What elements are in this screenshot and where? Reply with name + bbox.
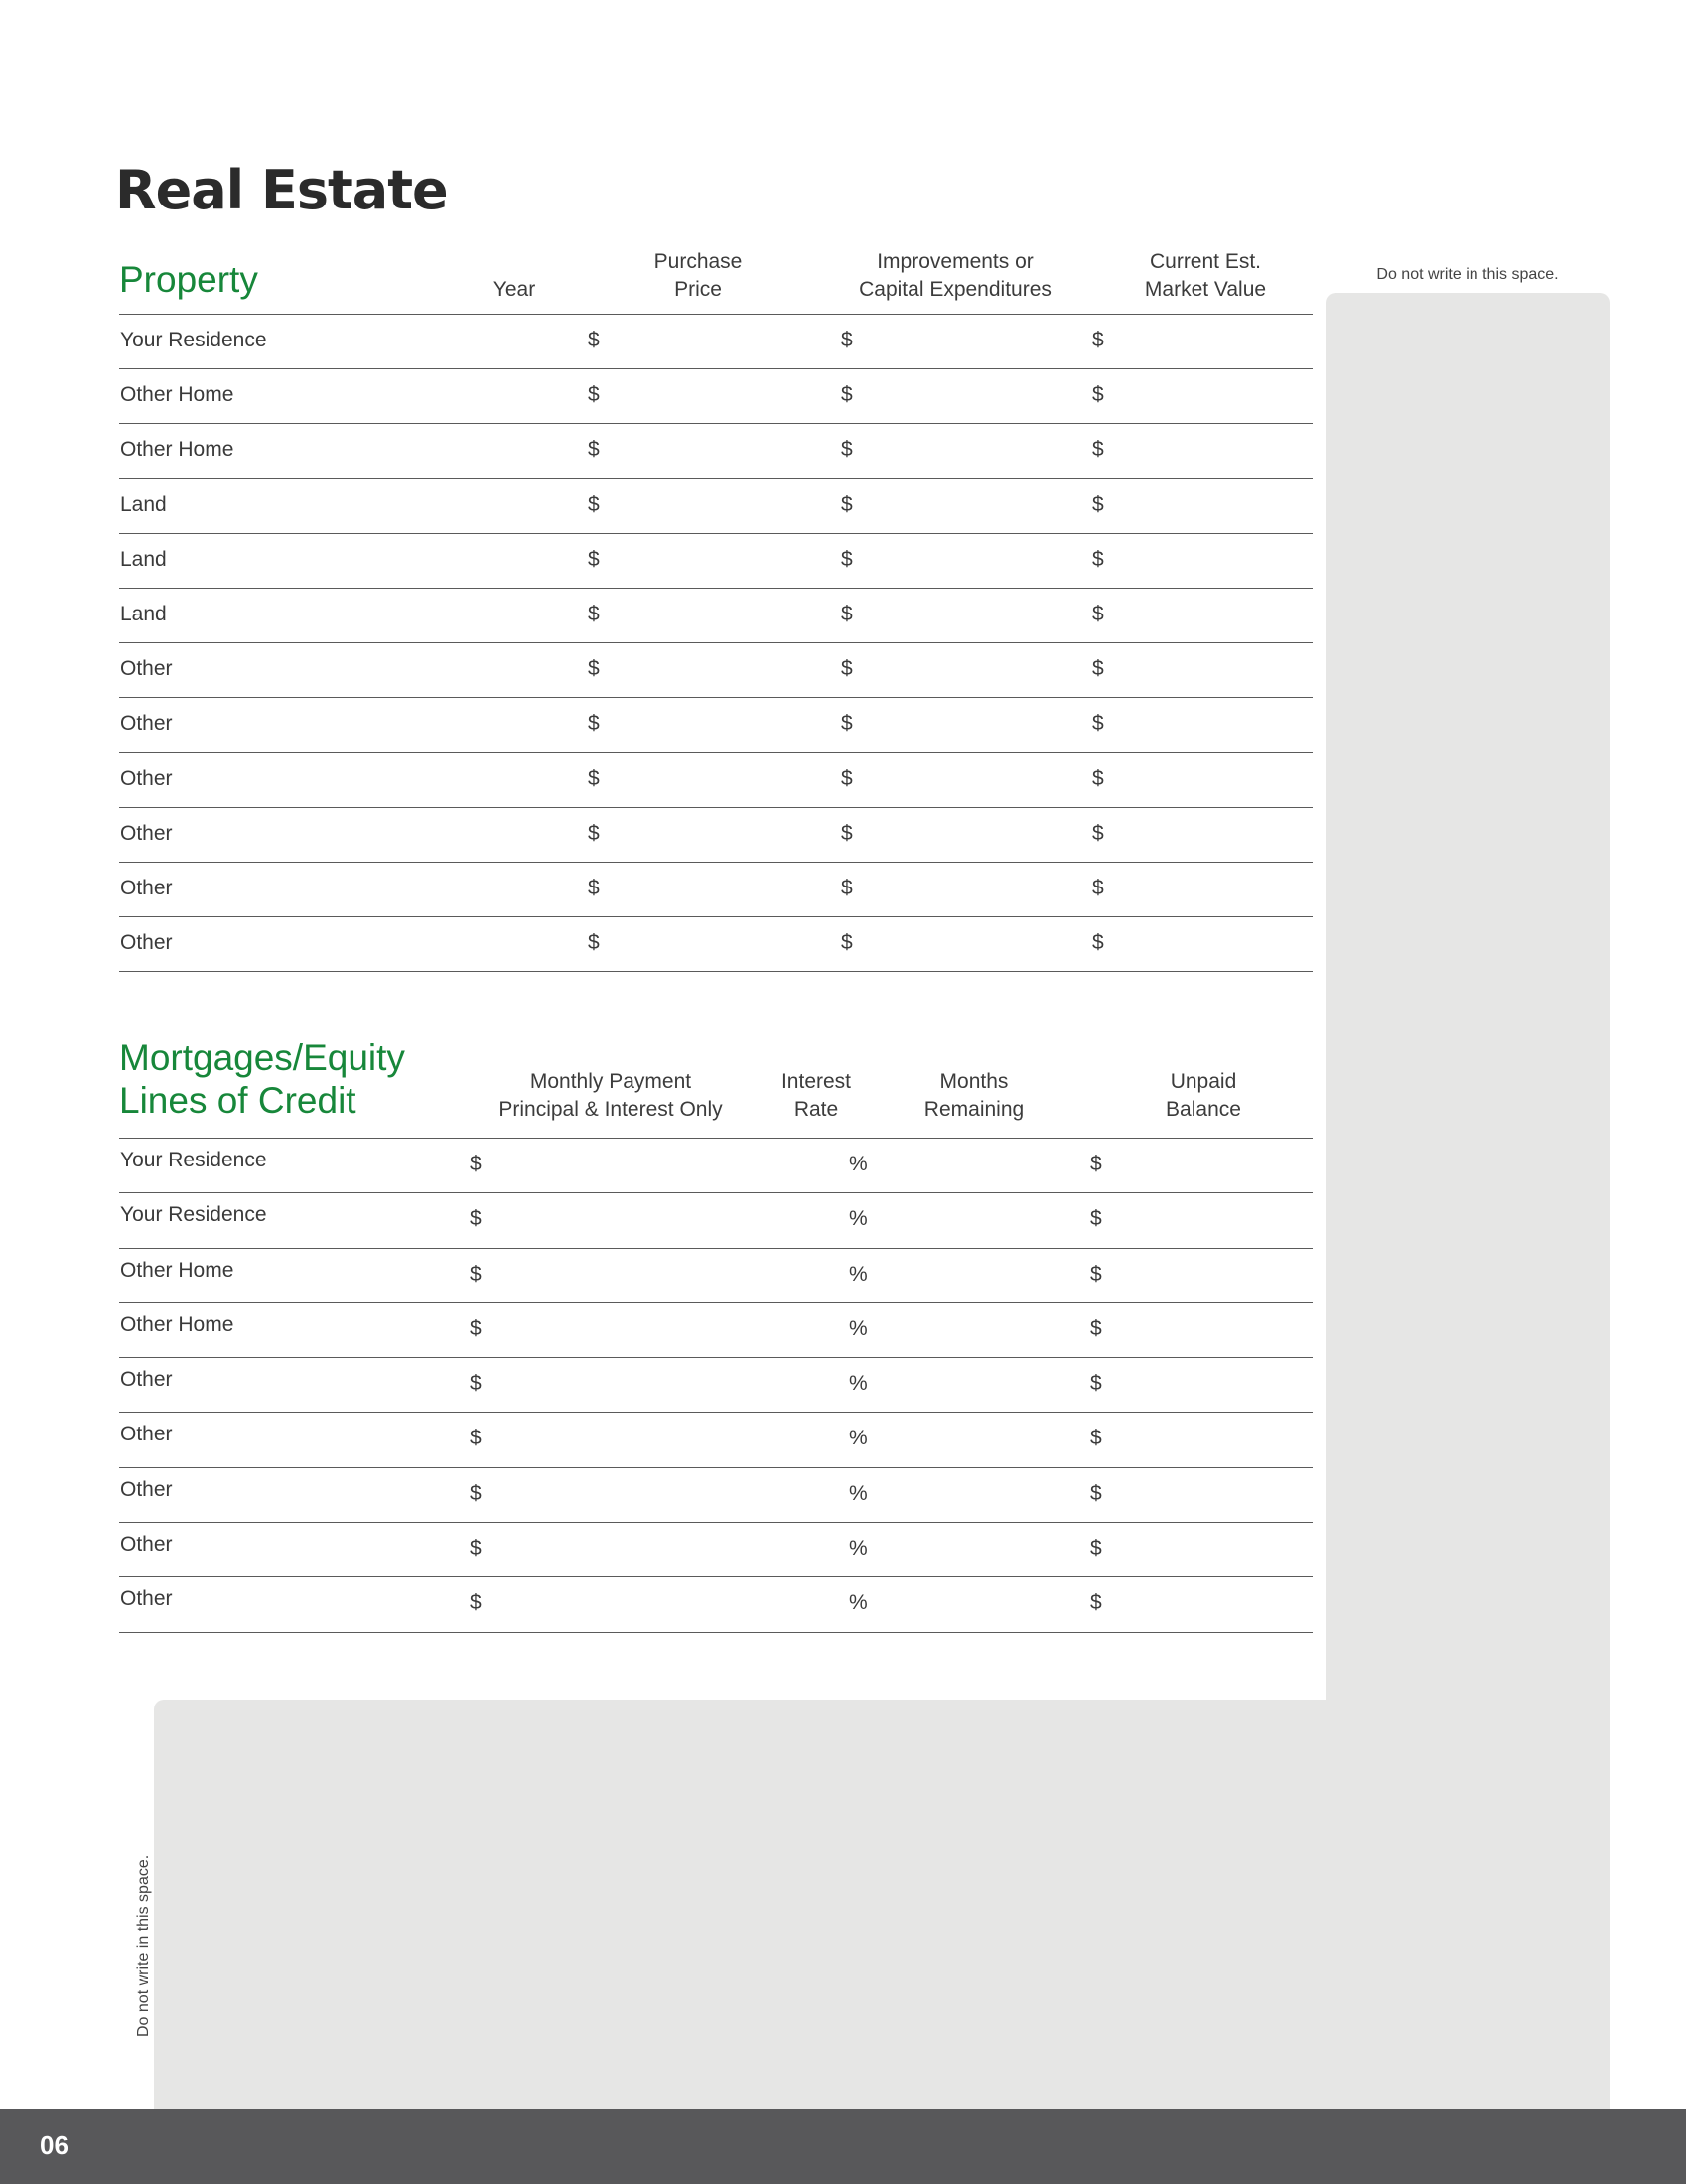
improvements-field[interactable]: $ bbox=[841, 821, 853, 845]
property-row-label: Your Residence bbox=[120, 329, 267, 351]
property-row-label: Other bbox=[120, 876, 173, 899]
monthly-payment-field[interactable]: $ bbox=[470, 1372, 482, 1396]
mortgage-row-label: Other bbox=[120, 1423, 173, 1446]
monthly-payment-field[interactable]: $ bbox=[470, 1537, 482, 1561]
improvements-field[interactable]: $ bbox=[841, 383, 853, 407]
property-row bbox=[119, 643, 1313, 698]
property-row-label: Other bbox=[120, 931, 173, 955]
purchase-price-field[interactable]: $ bbox=[588, 383, 600, 407]
property-row-label: Other Home bbox=[120, 383, 234, 407]
monthly-payment-field[interactable]: $ bbox=[470, 1207, 482, 1231]
market-value-field[interactable]: $ bbox=[1092, 329, 1104, 351]
purchase-price-field[interactable]: $ bbox=[588, 766, 600, 790]
property-rows bbox=[119, 314, 1313, 972]
mortgage-row bbox=[119, 1249, 1313, 1303]
purchase-price-field[interactable]: $ bbox=[588, 602, 600, 625]
monthly-payment-field[interactable]: $ bbox=[470, 1153, 482, 1175]
unpaid-balance-field[interactable]: $ bbox=[1090, 1427, 1102, 1450]
purchase-price-field[interactable]: $ bbox=[588, 876, 600, 899]
unpaid-balance-field[interactable]: $ bbox=[1090, 1481, 1102, 1505]
interest-rate-field[interactable]: % bbox=[849, 1427, 868, 1450]
market-value-field[interactable]: $ bbox=[1092, 876, 1104, 899]
interest-rate-field[interactable]: % bbox=[849, 1316, 868, 1340]
unpaid-balance-field[interactable]: $ bbox=[1090, 1262, 1102, 1286]
purchase-price-field[interactable]: $ bbox=[588, 931, 600, 955]
monthly-payment-header: Monthly Payment Principal & Interest Only bbox=[498, 1070, 723, 1121]
property-row bbox=[119, 863, 1313, 917]
interest-rate-field[interactable]: % bbox=[849, 1591, 868, 1615]
page-number: 06 bbox=[40, 2130, 69, 2160]
mortgage-row bbox=[119, 1468, 1313, 1523]
property-row-label: Land bbox=[120, 602, 167, 625]
improvements-field[interactable]: $ bbox=[841, 602, 853, 625]
market-value-field[interactable]: $ bbox=[1092, 438, 1104, 462]
market-value-field[interactable]: $ bbox=[1092, 547, 1104, 571]
interest-rate-header: Interest Rate bbox=[780, 1070, 852, 1121]
purchase-price-header: Purchase Price bbox=[653, 250, 743, 301]
property-row bbox=[119, 589, 1313, 643]
purchase-price-field[interactable]: $ bbox=[588, 712, 600, 736]
market-value-field[interactable]: $ bbox=[1092, 931, 1104, 955]
property-row bbox=[119, 917, 1313, 972]
property-row-label: Other bbox=[120, 712, 173, 736]
mortgage-row-label: Other bbox=[120, 1533, 173, 1557]
market-value-field[interactable]: $ bbox=[1092, 766, 1104, 790]
property-row-label: Other bbox=[120, 657, 173, 681]
market-value-field[interactable]: $ bbox=[1092, 492, 1104, 516]
property-row-label: Other bbox=[120, 821, 173, 845]
improvements-field[interactable]: $ bbox=[841, 329, 853, 351]
market-value-field[interactable]: $ bbox=[1092, 383, 1104, 407]
property-row bbox=[119, 315, 1313, 369]
do-not-write-panel-bottom bbox=[154, 1700, 1610, 2109]
market-value-field[interactable]: $ bbox=[1092, 712, 1104, 736]
interest-rate-field[interactable]: % bbox=[849, 1372, 868, 1396]
mortgage-row-label: Other bbox=[120, 1477, 173, 1501]
market-value-field[interactable]: $ bbox=[1092, 821, 1104, 845]
improvements-field[interactable]: $ bbox=[841, 438, 853, 462]
mortgage-row-label: Other bbox=[120, 1368, 173, 1392]
unpaid-balance-field[interactable]: $ bbox=[1090, 1207, 1102, 1231]
year-header: Year bbox=[492, 278, 536, 301]
mortgage-row-label: Other bbox=[120, 1587, 173, 1611]
monthly-payment-field[interactable]: $ bbox=[470, 1481, 482, 1505]
improvements-field[interactable]: $ bbox=[841, 547, 853, 571]
improvements-field[interactable]: $ bbox=[841, 712, 853, 736]
unpaid-balance-field[interactable]: $ bbox=[1090, 1591, 1102, 1615]
interest-rate-field[interactable]: % bbox=[849, 1262, 868, 1286]
property-row bbox=[119, 424, 1313, 478]
improvements-field[interactable]: $ bbox=[841, 766, 853, 790]
purchase-price-field[interactable]: $ bbox=[588, 821, 600, 845]
property-row-label: Other bbox=[120, 766, 173, 790]
do-not-write-note-bottom: Do not write in this space. bbox=[135, 1854, 152, 2037]
property-title: Property bbox=[119, 259, 258, 300]
property-row bbox=[119, 369, 1313, 424]
interest-rate-field[interactable]: % bbox=[849, 1481, 868, 1505]
unpaid-balance-field[interactable]: $ bbox=[1090, 1537, 1102, 1561]
improvements-field[interactable]: $ bbox=[841, 657, 853, 681]
mortgage-row bbox=[119, 1139, 1313, 1193]
purchase-price-field[interactable]: $ bbox=[588, 547, 600, 571]
mortgage-row bbox=[119, 1303, 1313, 1358]
monthly-payment-field[interactable]: $ bbox=[470, 1427, 482, 1450]
property-row bbox=[119, 479, 1313, 534]
improvements-header: Improvements or Capital Expenditures bbox=[859, 250, 1052, 301]
market-value-field[interactable]: $ bbox=[1092, 602, 1104, 625]
mortgage-row-label: Your Residence bbox=[120, 1203, 267, 1227]
interest-rate-field[interactable]: % bbox=[849, 1153, 868, 1175]
purchase-price-field[interactable]: $ bbox=[588, 492, 600, 516]
market-value-header: Current Est. Market Value bbox=[1144, 250, 1267, 301]
monthly-payment-field[interactable]: $ bbox=[470, 1591, 482, 1615]
mortgage-row bbox=[119, 1358, 1313, 1413]
mortgage-row bbox=[119, 1523, 1313, 1577]
mortgage-row bbox=[119, 1193, 1313, 1248]
mortgage-row-label: Other Home bbox=[120, 1312, 234, 1336]
mortgage-row bbox=[119, 1413, 1313, 1467]
mortgage-row-label: Your Residence bbox=[120, 1149, 267, 1171]
mortgage-row-label: Other Home bbox=[120, 1258, 234, 1282]
property-row bbox=[119, 753, 1313, 808]
page-title: Real Estate bbox=[115, 159, 448, 221]
mortgage-rows bbox=[119, 1138, 1313, 1633]
property-row-label: Other Home bbox=[120, 438, 234, 462]
interest-rate-field[interactable]: % bbox=[849, 1207, 868, 1231]
purchase-price-field[interactable]: $ bbox=[588, 438, 600, 462]
improvements-field[interactable]: $ bbox=[841, 931, 853, 955]
improvements-field[interactable]: $ bbox=[841, 876, 853, 899]
unpaid-balance-header: Unpaid Balance bbox=[1166, 1070, 1241, 1121]
mortgages-title: Mortgages/Equity Lines of Credit bbox=[119, 1037, 405, 1121]
property-row-label: Land bbox=[120, 547, 167, 571]
unpaid-balance-field[interactable]: $ bbox=[1090, 1372, 1102, 1396]
months-remaining-header: Months Remaining bbox=[923, 1070, 1025, 1121]
footer-bar bbox=[0, 2109, 1686, 2184]
improvements-field[interactable]: $ bbox=[841, 492, 853, 516]
do-not-write-note-right: Do not write in this space. bbox=[1376, 266, 1559, 283]
property-row bbox=[119, 698, 1313, 752]
purchase-price-field[interactable]: $ bbox=[588, 329, 600, 351]
monthly-payment-field[interactable]: $ bbox=[470, 1316, 482, 1340]
property-row bbox=[119, 534, 1313, 589]
market-value-field[interactable]: $ bbox=[1092, 657, 1104, 681]
property-row-label: Land bbox=[120, 492, 167, 516]
monthly-payment-field[interactable]: $ bbox=[470, 1262, 482, 1286]
unpaid-balance-field[interactable]: $ bbox=[1090, 1316, 1102, 1340]
mortgage-row bbox=[119, 1577, 1313, 1632]
interest-rate-field[interactable]: % bbox=[849, 1537, 868, 1561]
purchase-price-field[interactable]: $ bbox=[588, 657, 600, 681]
do-not-write-panel-right bbox=[1326, 293, 1610, 1703]
property-row bbox=[119, 808, 1313, 863]
unpaid-balance-field[interactable]: $ bbox=[1090, 1153, 1102, 1175]
